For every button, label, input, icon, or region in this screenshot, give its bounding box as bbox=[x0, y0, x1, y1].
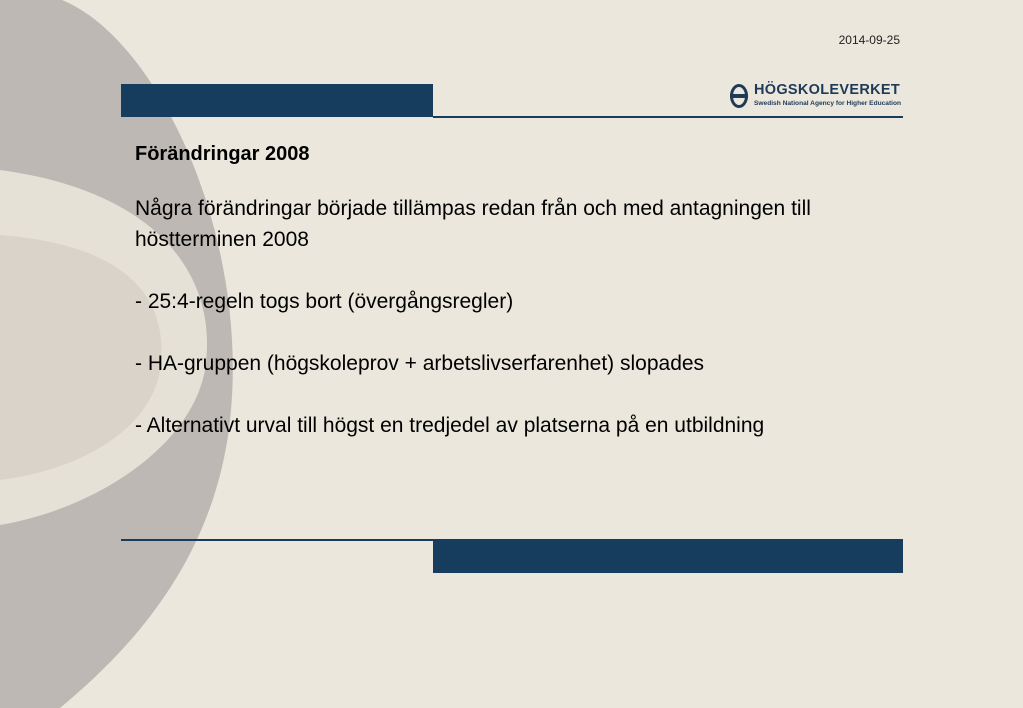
footer-bar bbox=[433, 539, 903, 573]
slide-paragraph: Några förändringar började tillämpas redan från och med antagningen till höstterminen 2008 bbox=[135, 197, 811, 251]
header-bar bbox=[121, 84, 433, 117]
slide-content bbox=[135, 140, 875, 472]
logo-name: HÖGSKOLEVERKET bbox=[754, 82, 900, 98]
footer-rule bbox=[121, 539, 433, 541]
slide-date: 2014-09-25 bbox=[838, 33, 900, 47]
slide-bullet: - Alternativt urval till högst en tredjedel av platserna på en utbildning bbox=[135, 414, 765, 437]
agency-emblem-icon bbox=[729, 83, 749, 109]
hogskoleverket-logo bbox=[728, 80, 908, 116]
slide-bullet: - HA-gruppen (högskoleprov + arbetslivserfarenhet) slopades bbox=[135, 352, 705, 375]
slide-title: Förändringar 2008 bbox=[135, 143, 310, 165]
logo-subtitle: Swedish National Agency for Higher Education bbox=[754, 100, 902, 107]
header-rule bbox=[433, 116, 903, 118]
slide-bullet: - 25:4-regeln togs bort (övergångsregler) bbox=[135, 290, 514, 313]
